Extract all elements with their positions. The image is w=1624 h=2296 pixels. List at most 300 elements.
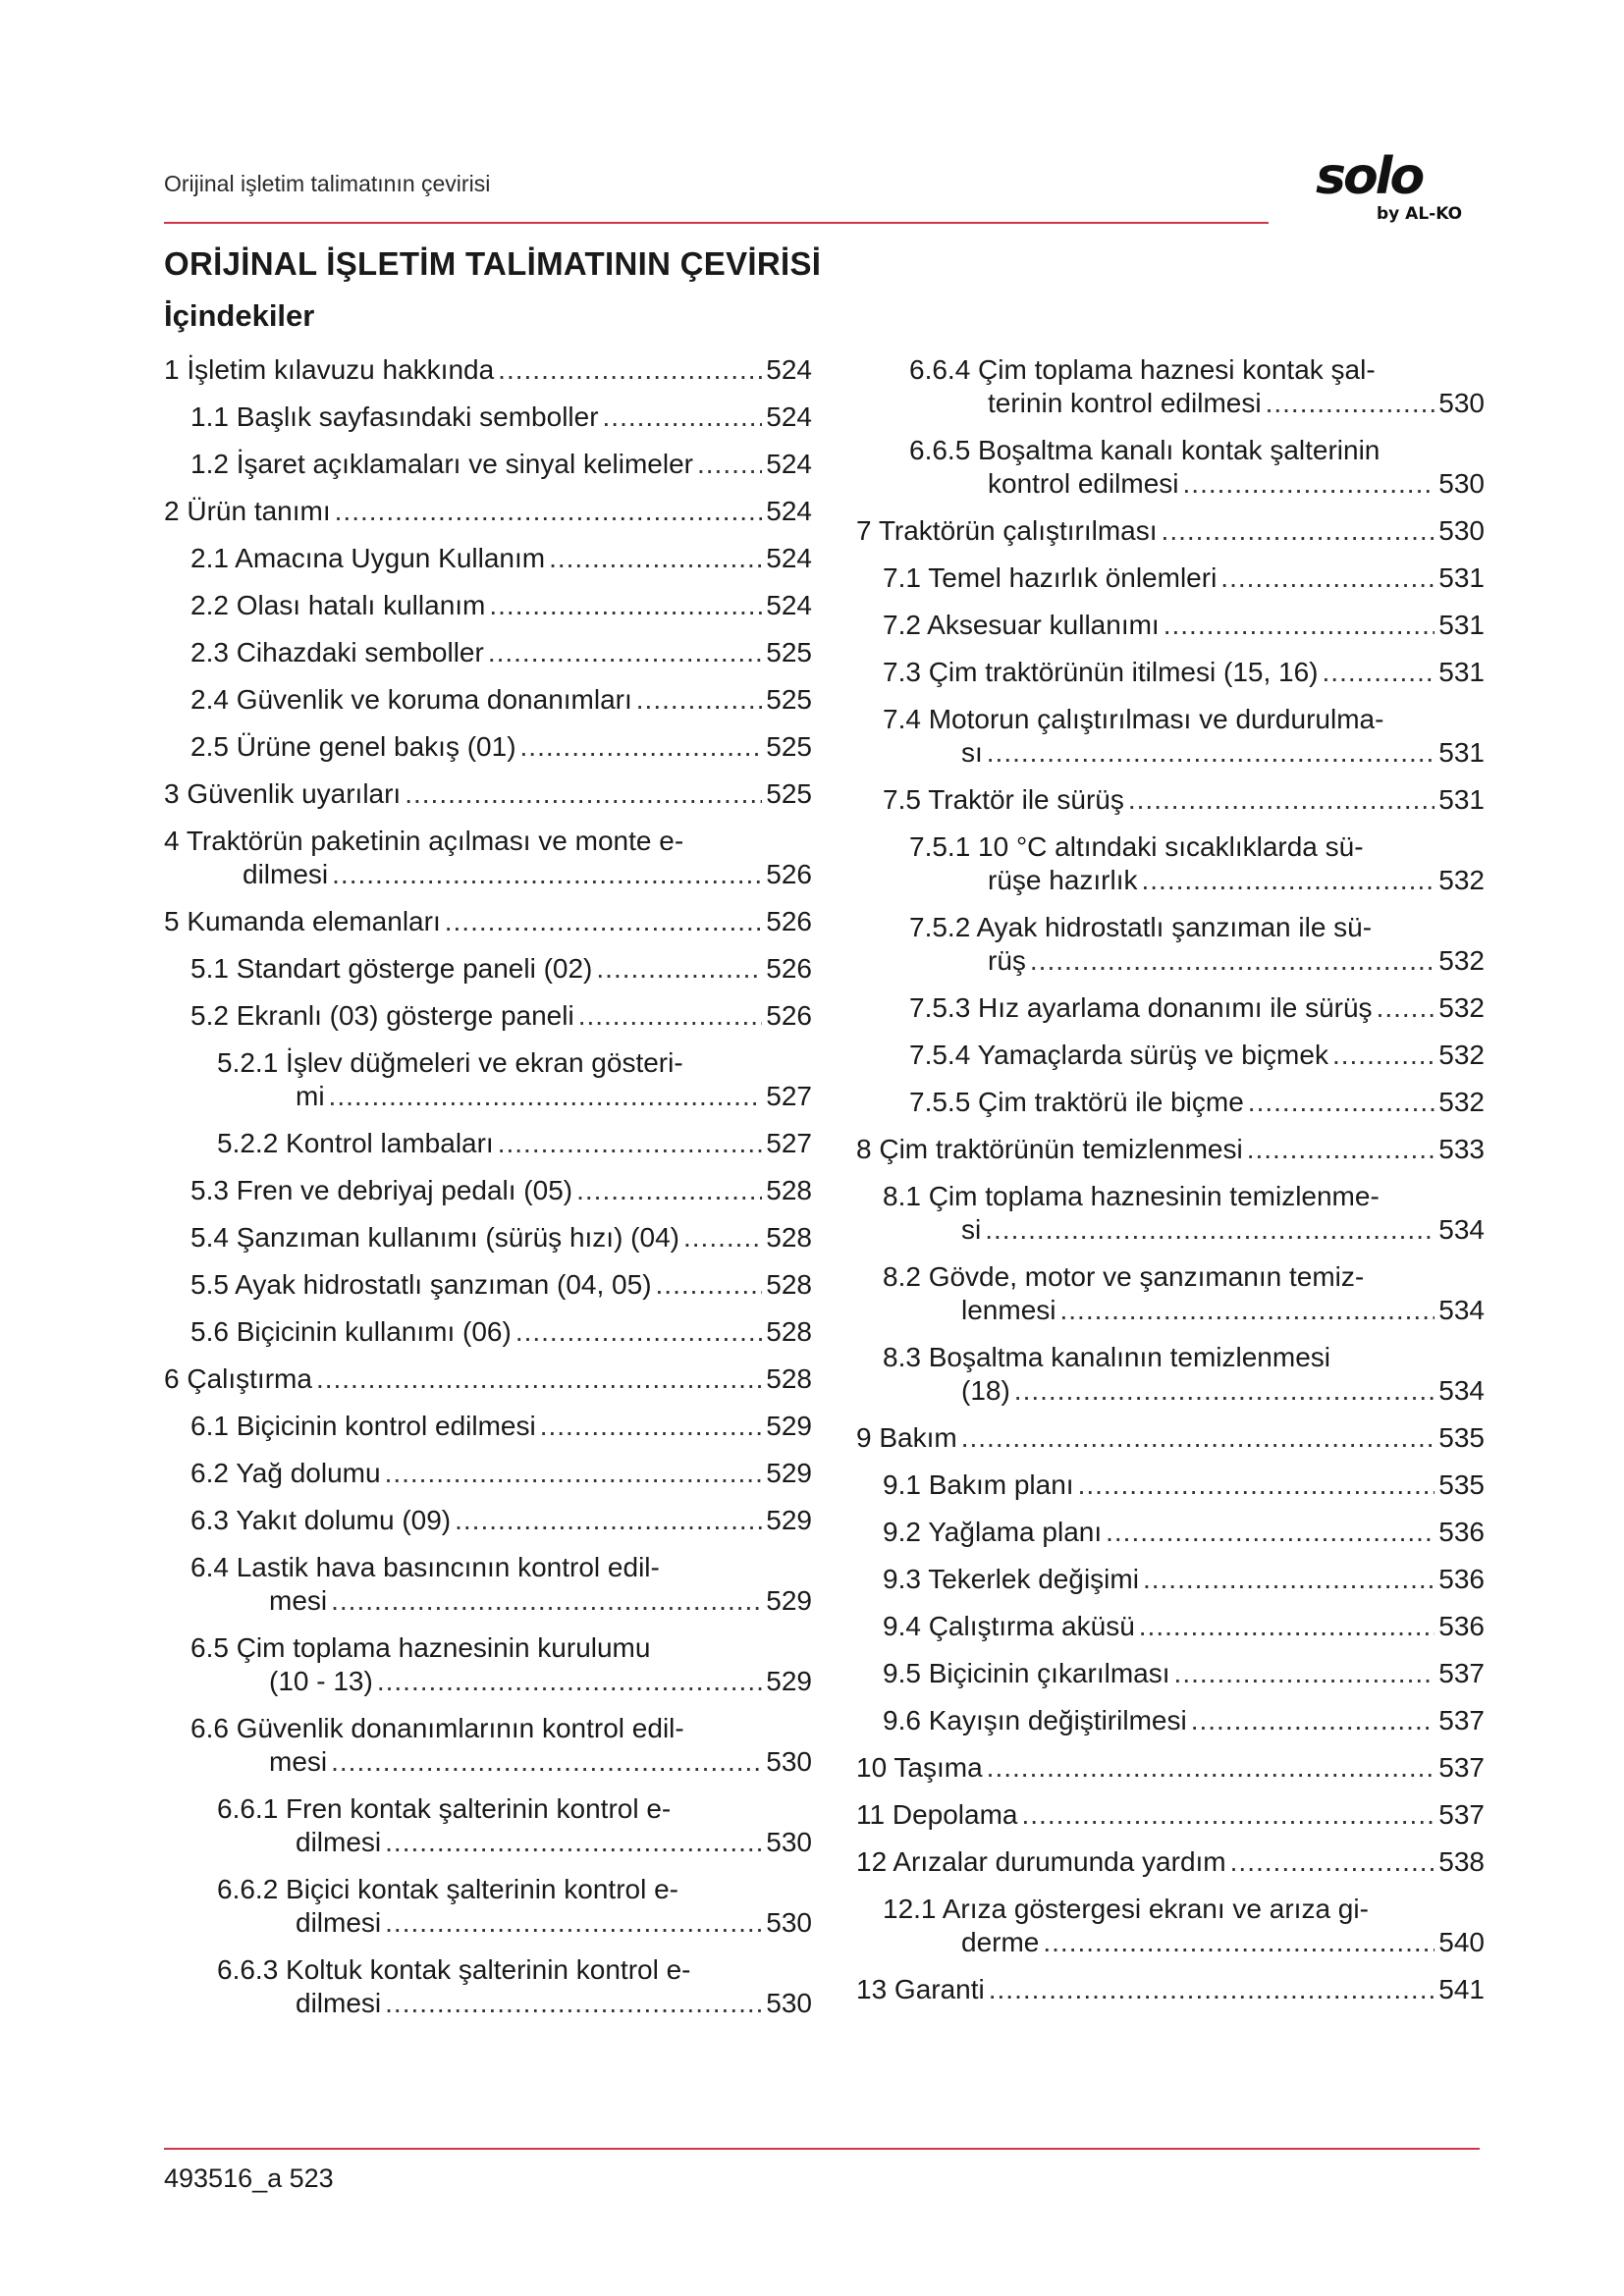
footer-rule (164, 2148, 1480, 2150)
toc-page-number: 532 (1438, 1087, 1485, 1117)
toc-leader-dots (961, 1421, 1435, 1455)
toc-page-number: 524 (766, 354, 812, 385)
toc-entry-title: 1.1 Başlık sayfasındaki semboller (190, 401, 599, 432)
toc-page-number: 530 (766, 1988, 812, 2018)
toc-entry-title-continued: (18) (961, 1375, 1010, 1406)
toc-entry-title: 6.6.4 Çim toplama haznesi kontak şal- (909, 354, 1376, 385)
toc-entry[interactable] (856, 1468, 1485, 1502)
toc-entry-line (190, 730, 812, 764)
toc-entry-title: 7.5.4 Yamaçlarda sürüş ve biçmek (909, 1040, 1328, 1070)
toc-page-number: 526 (766, 859, 812, 889)
toc-page-number: 532 (1438, 865, 1485, 895)
toc-leader-dots (1174, 1657, 1435, 1690)
toc-page-number: 535 (1438, 1422, 1485, 1453)
toc-entry[interactable] (856, 1845, 1485, 1879)
toc-page-number: 528 (766, 1269, 812, 1300)
toc-entry-title: 6.6 Güvenlik donanımlarının kontrol edil- (190, 1713, 684, 1743)
toc-leader-dots (540, 1410, 763, 1443)
toc-entry-line (856, 1798, 1485, 1832)
toc-page-number: 529 (766, 1585, 812, 1616)
toc-entry-title: 13 Garanti (856, 1974, 985, 2004)
toc-entry-title: 5.4 Şanzıman kullanımı (sürüş hızı) (04) (190, 1222, 679, 1253)
toc-entry-line (883, 1926, 1485, 1959)
toc-leader-dots (1106, 1516, 1435, 1549)
toc-entry-title: 6.5 Çim toplama haznesinin kurulumu (190, 1632, 651, 1663)
toc-leader-dots (1043, 1926, 1435, 1959)
toc-entry-title-continued: si (961, 1214, 982, 1245)
toc-page-number: 526 (766, 906, 812, 936)
toc-entry-title: 5 Kumanda elemanları (164, 906, 441, 936)
toc-entry-line (883, 1563, 1485, 1596)
toc-heading: İçindekiler (164, 298, 315, 333)
toc-column-left (164, 353, 812, 2034)
toc-entry[interactable] (856, 514, 1485, 548)
toc-leader-dots (385, 1457, 763, 1490)
toc-entry-line (164, 858, 812, 891)
toc-entry-title: 7.1 Temel hazırlık önlemleri (883, 562, 1218, 593)
toc-entry[interactable] (856, 434, 1485, 501)
toc-leader-dots (985, 1213, 1435, 1247)
toc-leader-dots (520, 730, 763, 764)
toc-entry-title: 12 Arızalar durumunda yardım (856, 1846, 1226, 1877)
toc-leader-dots (1183, 467, 1435, 501)
toc-entry[interactable] (164, 1046, 812, 1113)
toc-entry-title: 9.3 Tekerlek değişimi (883, 1564, 1139, 1594)
toc-page-number: 534 (1438, 1295, 1485, 1325)
toc-leader-dots (405, 777, 762, 811)
toc-entry-line (190, 400, 812, 434)
toc-entry[interactable] (856, 1704, 1485, 1737)
toc-entry-line (883, 656, 1485, 689)
toc-page-number: 534 (1438, 1375, 1485, 1406)
toc-entry-title-continued: dilmesi (296, 1907, 382, 1938)
toc-entry-line (217, 1987, 812, 2020)
toc-entry[interactable] (164, 1873, 812, 1940)
toc-entry-title-continued: rüş (988, 945, 1026, 976)
toc-entry-title: 2.4 Güvenlik ve koruma donanımları (190, 684, 632, 715)
toc-entry-title: 5.1 Standart gösterge paneli (02) (190, 953, 593, 984)
toc-leader-dots (1220, 561, 1435, 595)
toc-leader-dots (1164, 609, 1435, 642)
toc-leader-dots (549, 542, 762, 575)
toc-entry[interactable] (856, 1039, 1485, 1072)
toc-entry-line (190, 542, 812, 575)
toc-entry[interactable] (164, 999, 812, 1033)
toc-entry-title: 9.1 Bakım planı (883, 1469, 1074, 1500)
toc-page-number: 530 (766, 1907, 812, 1938)
toc-entry-title-continued: mesi (269, 1746, 328, 1777)
toc-entry-title: 3 Güvenlik uyarıları (164, 778, 402, 809)
toc-entry-line (190, 1268, 812, 1302)
toc-entry[interactable] (856, 1180, 1485, 1247)
toc-entry[interactable] (856, 353, 1485, 420)
toc-page-number: 529 (766, 1505, 812, 1535)
toc-entry-line (883, 1294, 1485, 1327)
toc-entry-title: 5.6 Biçicinin kullanımı (06) (190, 1316, 512, 1347)
toc-entry[interactable] (856, 561, 1485, 595)
toc-entry-title: 1 İşletim kılavuzu hakkında (164, 354, 495, 385)
toc-entry-line (190, 1174, 812, 1207)
toc-entry-title-continued: kontrol edilmesi (988, 468, 1179, 499)
toc-entry-title: 5.2.2 Kontrol lambaları (217, 1128, 494, 1158)
toc-leader-dots (1332, 1039, 1435, 1072)
toc-entry-title: 2.3 Cihazdaki semboller (190, 637, 484, 667)
toc-entry-line (909, 467, 1485, 501)
toc-page-number: 525 (766, 684, 812, 715)
toc-entry-line (190, 1221, 812, 1255)
toc-entry[interactable] (856, 783, 1485, 817)
toc-leader-dots (1323, 656, 1435, 689)
toc-entry-title: 12.1 Arıza göstergesi ekranı ve arıza gi- (883, 1894, 1369, 1924)
toc-entry-title-continued: mesi (269, 1585, 328, 1616)
toc-entry[interactable] (164, 825, 812, 891)
toc-entry[interactable] (856, 703, 1485, 770)
toc-page-number: 531 (1438, 657, 1485, 687)
toc-page-number: 530 (1438, 388, 1485, 418)
toc-entry[interactable] (856, 1086, 1485, 1119)
toc-leader-dots (596, 952, 762, 986)
toc-page-number: 537 (1438, 1799, 1485, 1830)
toc-entry[interactable] (164, 905, 812, 938)
toc-leader-dots (385, 1987, 762, 2020)
toc-entry-line (164, 495, 812, 528)
toc-entry-title: 7.5 Traktör ile sürüş (883, 784, 1124, 815)
toc-entry[interactable] (164, 1221, 812, 1255)
toc-entry[interactable] (164, 636, 812, 669)
toc-entry[interactable] (164, 1127, 812, 1160)
toc-leader-dots (603, 400, 763, 434)
logo-brand: solo (1316, 147, 1423, 206)
toc-entry-title: 5.2.1 İşlev düğmeleri ve ekran gösteri- (217, 1047, 683, 1078)
toc-leader-dots (316, 1362, 762, 1396)
toc-entry-line (883, 1374, 1485, 1408)
toc-entry[interactable] (164, 1792, 812, 1859)
toc-page-number: 537 (1438, 1752, 1485, 1783)
toc-entry[interactable] (164, 1631, 812, 1698)
toc-leader-dots (385, 1826, 762, 1859)
toc-entry[interactable] (856, 991, 1485, 1025)
toc-leader-dots (331, 1584, 762, 1618)
toc-entry-title: 8 Çim traktörünün temizlenmesi (856, 1134, 1243, 1164)
toc-entry[interactable] (164, 1362, 812, 1396)
toc-leader-dots (987, 1751, 1435, 1785)
toc-entry-title-continued: dilmesi (296, 1988, 382, 2018)
toc-leader-dots (455, 1504, 762, 1537)
toc-entry[interactable] (164, 1551, 812, 1618)
toc-entry-title: 7.3 Çim traktörünün itilmesi (15, 16) (883, 657, 1319, 687)
toc-leader-dots (335, 495, 763, 528)
toc-leader-dots (989, 1973, 1435, 2006)
toc-entry[interactable] (856, 911, 1485, 978)
toc-page-number: 532 (1438, 945, 1485, 976)
toc-entry-line (856, 1421, 1485, 1455)
toc-entry-line (883, 1516, 1485, 1549)
toc-entry-line (190, 589, 812, 622)
toc-entry-title: 5.5 Ayak hidrostatlı şanzıman (04, 05) (190, 1269, 652, 1300)
toc-entry[interactable] (164, 353, 812, 387)
toc-entry-line (856, 1845, 1485, 1879)
toc-entry[interactable] (164, 1953, 812, 2020)
toc-entry-line (190, 1315, 812, 1349)
toc-entry-line (217, 1826, 812, 1859)
toc-page-number: 531 (1438, 784, 1485, 815)
toc-entry-title-continued: sı (961, 737, 983, 768)
toc-entry-line (883, 561, 1485, 595)
toc-page-number: 524 (766, 590, 812, 620)
toc-entry[interactable] (164, 683, 812, 717)
toc-entry-line (883, 783, 1485, 817)
toc-entry-line (190, 952, 812, 986)
toc-entry-title: 6.6.5 Boşaltma kanalı kontak şalterinin (909, 435, 1380, 465)
toc-entry-line (909, 1086, 1485, 1119)
toc-leader-dots (576, 1174, 762, 1207)
toc-leader-dots (489, 589, 762, 622)
toc-entry-title: 9.4 Çalıştırma aküsü (883, 1611, 1135, 1641)
toc-entry[interactable] (856, 1893, 1485, 1959)
toc-page-number: 526 (766, 953, 812, 984)
toc-page-number: 532 (1438, 1040, 1485, 1070)
toc-entry[interactable] (856, 1516, 1485, 1549)
toc-leader-dots (578, 999, 763, 1033)
toc-entry-line (883, 1704, 1485, 1737)
toc-entry-line (190, 1457, 812, 1490)
toc-column-right (856, 353, 1485, 2020)
solo-logo (1316, 147, 1473, 226)
toc-leader-dots (1139, 1610, 1435, 1643)
toc-entry-title: 4 Traktörün paketinin açılması ve monte e- (164, 826, 684, 856)
toc-entry-line (883, 1657, 1485, 1690)
toc-leader-dots (488, 636, 762, 669)
toc-entry-line (190, 1410, 812, 1443)
toc-entry-title: 6.1 Biçicinin kontrol edilmesi (190, 1411, 536, 1441)
toc-entry-title: 5.3 Fren ve debriyaj pedalı (05) (190, 1175, 573, 1205)
toc-entry[interactable] (856, 1260, 1485, 1327)
toc-entry-line (217, 1127, 812, 1160)
toc-page-number: 529 (766, 1666, 812, 1696)
logo-sub: by AL-KO (1377, 204, 1463, 224)
toc-leader-dots (498, 353, 762, 387)
toc-entry-title-continued: (10 - 13) (269, 1666, 373, 1696)
toc-entry[interactable] (856, 1751, 1485, 1785)
toc-entry-title: 6.2 Yağ dolumu (190, 1458, 381, 1488)
toc-entry[interactable] (856, 609, 1485, 642)
toc-entry-title-continued: terinin kontrol edilmesi (988, 388, 1262, 418)
toc-entry-line (190, 1504, 812, 1537)
toc-page-number: 528 (766, 1316, 812, 1347)
toc-leader-dots (515, 1315, 762, 1349)
toc-page-number: 534 (1438, 1214, 1485, 1245)
toc-entry-line (909, 944, 1485, 978)
toc-leader-dots (1059, 1294, 1435, 1327)
toc-entry[interactable] (164, 448, 812, 481)
toc-entry[interactable] (856, 830, 1485, 897)
toc-entry-line (909, 864, 1485, 897)
toc-page-number: 528 (766, 1363, 812, 1394)
toc-entry-title: 8.2 Gövde, motor ve şanzımanın temiz- (883, 1261, 1365, 1292)
toc-entry-line (217, 1906, 812, 1940)
toc-entry-line (190, 1745, 812, 1779)
toc-entry[interactable] (856, 1973, 1485, 2006)
toc-page-number: 527 (766, 1081, 812, 1111)
toc-entry[interactable] (164, 495, 812, 528)
toc-page-number: 541 (1438, 1974, 1485, 2004)
toc-entry[interactable] (856, 1341, 1485, 1408)
toc-leader-dots (1266, 387, 1435, 420)
toc-page-number: 530 (1438, 468, 1485, 499)
toc-entry[interactable] (856, 656, 1485, 689)
toc-entry-line (190, 636, 812, 669)
toc-entry-title: 6.6.1 Fren kontak şalterinin kontrol e- (217, 1793, 672, 1824)
toc-page-number: 536 (1438, 1564, 1485, 1594)
toc-page-number: 525 (766, 778, 812, 809)
toc-leader-dots (331, 1745, 762, 1779)
toc-entry-line (883, 1610, 1485, 1643)
toc-entry-line (909, 1039, 1485, 1072)
toc-entry-line (883, 736, 1485, 770)
footer-doc-number: 493516_a 523 (164, 2163, 334, 2193)
toc-leader-dots (1030, 944, 1435, 978)
toc-entry-title: 9.2 Yağlama planı (883, 1517, 1103, 1547)
toc-entry-title: 9.6 Kayışın değiştirilmesi (883, 1705, 1187, 1735)
toc-entry-title-continued: lenmesi (961, 1295, 1056, 1325)
toc-leader-dots (1248, 1086, 1435, 1119)
toc-entry-title: 6 Çalıştırma (164, 1363, 312, 1394)
toc-entry-line (909, 991, 1485, 1025)
toc-page-number: 529 (766, 1458, 812, 1488)
toc-entry[interactable] (164, 1504, 812, 1537)
toc-entry-title: 9.5 Biçicinin çıkarılması (883, 1658, 1170, 1688)
toc-leader-dots (1191, 1704, 1435, 1737)
toc-page-number: 537 (1438, 1658, 1485, 1688)
toc-page-number: 524 (766, 401, 812, 432)
toc-entry[interactable] (164, 1457, 812, 1490)
toc-entry[interactable] (164, 777, 812, 811)
toc-entry-title: 6.4 Lastik hava basıncının kontrol edil- (190, 1552, 660, 1582)
toc-leader-dots (332, 858, 762, 891)
toc-leader-dots (377, 1665, 762, 1698)
toc-entry[interactable] (164, 589, 812, 622)
toc-entry-line (190, 1584, 812, 1618)
toc-entry[interactable] (164, 730, 812, 764)
toc-entry-line (909, 387, 1485, 420)
toc-entry[interactable] (856, 1421, 1485, 1455)
toc-entry-title: 7.5.1 10 °C altındaki sıcaklıklarda sü- (909, 831, 1364, 862)
toc-entry-title: 9 Bakım (856, 1422, 957, 1453)
toc-leader-dots (1021, 1798, 1435, 1832)
toc-entry-line (883, 609, 1485, 642)
toc-leader-dots (987, 736, 1435, 770)
toc-leader-dots (1014, 1374, 1435, 1408)
toc-entry[interactable] (856, 1657, 1485, 1690)
toc-page-number: 527 (766, 1128, 812, 1158)
toc-page-number: 531 (1438, 737, 1485, 768)
toc-entry[interactable] (856, 1563, 1485, 1596)
toc-page-number: 532 (1438, 992, 1485, 1023)
toc-entry[interactable] (856, 1610, 1485, 1643)
toc-page-number: 524 (766, 449, 812, 479)
toc-leader-dots (636, 683, 763, 717)
toc-leader-dots (498, 1127, 763, 1160)
toc-entry-title-continued: dilmesi (243, 859, 329, 889)
toc-entry[interactable] (164, 1712, 812, 1779)
toc-page-number: 530 (766, 1746, 812, 1777)
toc-leader-dots (329, 1080, 763, 1113)
toc-leader-dots (697, 448, 762, 481)
toc-entry[interactable] (164, 542, 812, 575)
toc-page-number: 530 (766, 1827, 812, 1857)
toc-entry-title: 2.1 Amacına Uygun Kullanım (190, 543, 546, 573)
toc-entry-title: 2 Ürün tanımı (164, 496, 331, 526)
toc-entry-line (883, 1213, 1485, 1247)
toc-leader-dots (1162, 514, 1435, 548)
toc-entry[interactable] (164, 1174, 812, 1207)
toc-entry-title: 6.6.3 Koltuk kontak şalterinin kontrol e- (217, 1954, 691, 1985)
toc-leader-dots (656, 1268, 763, 1302)
toc-leader-dots (1128, 783, 1435, 817)
toc-page-number: 525 (766, 731, 812, 762)
toc-entry-title: 10 Taşıma (856, 1752, 983, 1783)
toc-page-number: 524 (766, 496, 812, 526)
toc-entry-title: 11 Depolama (856, 1799, 1018, 1830)
toc-entry-title: 7 Traktörün çalıştırılması (856, 515, 1158, 546)
header-rule (164, 222, 1269, 224)
toc-entry-title-continued: rüşe hazırlık (988, 865, 1138, 895)
toc-page-number: 538 (1438, 1846, 1485, 1877)
toc-page-number: 526 (766, 1000, 812, 1031)
toc-page-number: 535 (1438, 1469, 1485, 1500)
toc-leader-dots (1142, 864, 1435, 897)
toc-page-number: 524 (766, 543, 812, 573)
toc-entry-title-continued: derme (961, 1927, 1040, 1957)
toc-entry-title-continued: mi (296, 1081, 325, 1111)
toc-entry-title-continued: dilmesi (296, 1827, 382, 1857)
toc-entry-title: 8.1 Çim toplama haznesinin temizlenme- (883, 1181, 1380, 1211)
toc-entry-title: 6.3 Yakıt dolumu (09) (190, 1505, 452, 1535)
toc-entry[interactable] (164, 1315, 812, 1349)
toc-entry-line (856, 1751, 1485, 1785)
toc-leader-dots (1143, 1563, 1435, 1596)
toc-page-number: 529 (766, 1411, 812, 1441)
toc-entry-title: 2.2 Olası hatalı kullanım (190, 590, 486, 620)
toc-entry[interactable] (856, 1798, 1485, 1832)
toc-page-number: 530 (1438, 515, 1485, 546)
toc-entry[interactable] (164, 400, 812, 434)
toc-entry[interactable] (164, 1268, 812, 1302)
toc-entry-line (856, 514, 1485, 548)
toc-entry-line (856, 1133, 1485, 1166)
toc-entry-line (856, 1973, 1485, 2006)
toc-entry-title: 8.3 Boşaltma kanalının temizlenmesi (883, 1342, 1330, 1372)
toc-page-number: 531 (1438, 610, 1485, 640)
toc-leader-dots (1247, 1133, 1435, 1166)
toc-leader-dots (1377, 991, 1435, 1025)
toc-page-number: 537 (1438, 1705, 1485, 1735)
toc-entry[interactable] (164, 1410, 812, 1443)
toc-entry[interactable] (856, 1133, 1485, 1166)
toc-entry-title: 2.5 Ürüne genel bakış (01) (190, 731, 516, 762)
running-header: Orijinal işletim talimatının çevirisi (164, 171, 491, 196)
toc-entry-line (883, 1468, 1485, 1502)
toc-entry-line (164, 353, 812, 387)
toc-page-number: 525 (766, 637, 812, 667)
toc-page-number: 536 (1438, 1517, 1485, 1547)
toc-page-number: 536 (1438, 1611, 1485, 1641)
toc-entry-line (190, 1665, 812, 1698)
toc-page-number: 528 (766, 1175, 812, 1205)
toc-entry[interactable] (164, 952, 812, 986)
toc-entry-line (190, 683, 812, 717)
toc-leader-dots (445, 905, 763, 938)
